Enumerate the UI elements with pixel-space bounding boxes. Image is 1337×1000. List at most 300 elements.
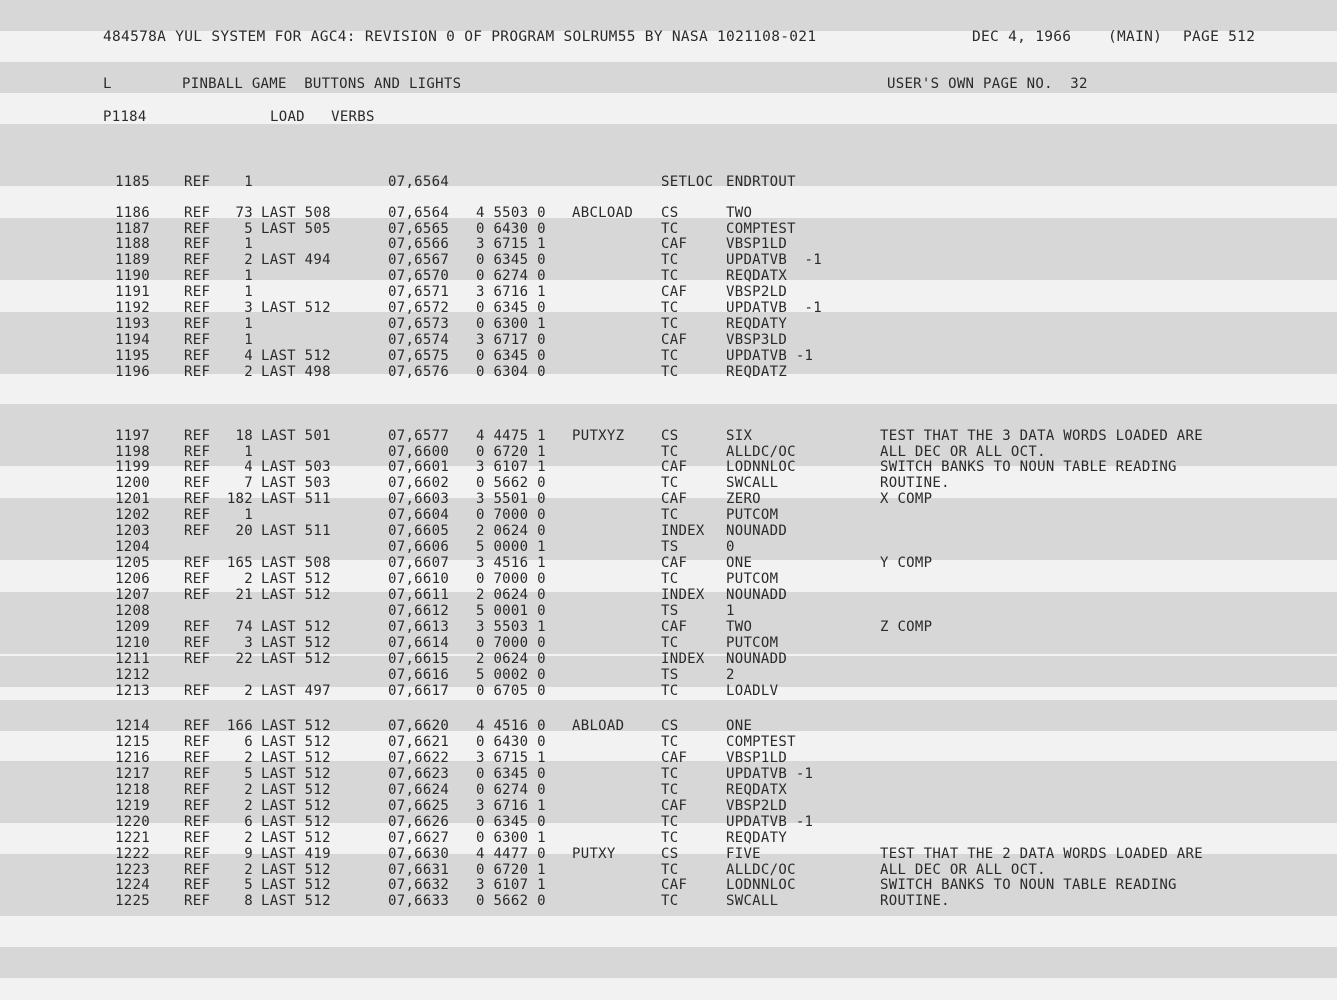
row-line: 1207 — [115, 587, 150, 603]
row-code: 3 6716 1 — [476, 284, 546, 300]
row-last: LAST 512 — [261, 300, 331, 316]
row-operand: VBSP3LD — [726, 332, 788, 348]
row-last: LAST 419 — [261, 846, 331, 862]
row-operand: TWO — [726, 619, 753, 635]
row-cnt: 2 — [244, 798, 253, 814]
row-line: 1204 — [115, 539, 150, 555]
row-code: 0 5662 0 — [476, 893, 546, 909]
paper-band — [0, 947, 1337, 978]
row-cnt: 3 — [244, 635, 253, 651]
row-op: CAF — [661, 877, 688, 893]
row-line: 1214 — [115, 718, 150, 734]
row-code: 3 4516 1 — [476, 555, 546, 571]
row-code: 3 6717 0 — [476, 332, 546, 348]
row-line: 1211 — [115, 651, 150, 667]
row-op: CAF — [661, 284, 688, 300]
row-ref: REF — [184, 893, 211, 909]
row-op: CAF — [661, 750, 688, 766]
row-addr: 07,6600 — [388, 444, 450, 460]
row-line: 1209 — [115, 619, 150, 635]
paper-band — [0, 124, 1337, 155]
row-last: LAST 512 — [261, 766, 331, 782]
row-ref: REF — [184, 718, 211, 734]
row-last: LAST 511 — [261, 523, 331, 539]
row-line: 1187 — [115, 221, 150, 237]
row-code: 3 6715 1 — [476, 236, 546, 252]
row-cnt: 8 — [244, 893, 253, 909]
row-ref: REF — [184, 236, 211, 252]
row-addr: 07,6605 — [388, 523, 450, 539]
row-addr: 07,6567 — [388, 252, 450, 268]
subsection-id: P1184 — [103, 109, 147, 125]
row-op: SETLOC — [661, 174, 714, 190]
row-code: 0 6705 0 — [476, 683, 546, 699]
row-operand: COMPTEST — [726, 734, 796, 750]
row-cnt: 1 — [244, 236, 253, 252]
row-cnt: 165 — [226, 555, 253, 571]
row-ref: REF — [184, 587, 211, 603]
row-addr: 07,6622 — [388, 750, 450, 766]
row-line: 1185 — [115, 174, 150, 190]
row-op: TC — [661, 782, 679, 798]
row-comment: SWITCH BANKS TO NOUN TABLE READING — [880, 459, 1177, 475]
row-ref: REF — [184, 284, 211, 300]
row-ref: REF — [184, 205, 211, 221]
row-ref: REF — [184, 221, 211, 237]
row-addr: 07,6625 — [388, 798, 450, 814]
row-cnt: 74 — [235, 619, 253, 635]
row-line: 1192 — [115, 300, 150, 316]
row-addr: 07,6573 — [388, 316, 450, 332]
row-last: LAST 512 — [261, 862, 331, 878]
row-op: TC — [661, 444, 679, 460]
row-op: TC — [661, 300, 679, 316]
row-op: TC — [661, 635, 679, 651]
row-cnt: 73 — [235, 205, 253, 221]
row-operand: PUTCOM — [726, 507, 779, 523]
row-op: TC — [661, 221, 679, 237]
row-operand: REQDATY — [726, 316, 788, 332]
row-operand: UPDATVB -1 — [726, 300, 823, 316]
row-cnt: 1 — [244, 174, 253, 190]
row-operand: UPDATVB -1 — [726, 348, 814, 364]
row-cnt: 2 — [244, 862, 253, 878]
row-op: TS — [661, 667, 679, 683]
row-op: CAF — [661, 619, 688, 635]
row-addr: 07,6610 — [388, 571, 450, 587]
row-addr: 07,6572 — [388, 300, 450, 316]
row-code: 5 0001 0 — [476, 603, 546, 619]
row-cnt: 5 — [244, 877, 253, 893]
row-code: 4 5503 0 — [476, 205, 546, 221]
row-line: 1201 — [115, 491, 150, 507]
row-op: TC — [661, 252, 679, 268]
row-last: LAST 512 — [261, 814, 331, 830]
row-line: 1197 — [115, 428, 150, 444]
row-code: 0 5662 0 — [476, 475, 546, 491]
row-last: LAST 512 — [261, 619, 331, 635]
row-code: 0 6720 1 — [476, 862, 546, 878]
row-cnt: 3 — [244, 300, 253, 316]
row-addr: 07,6604 — [388, 507, 450, 523]
row-last: LAST 508 — [261, 555, 331, 571]
row-cnt: 2 — [244, 750, 253, 766]
row-addr: 07,6621 — [388, 734, 450, 750]
row-cnt: 20 — [235, 523, 253, 539]
row-ref: REF — [184, 300, 211, 316]
row-addr: 07,6624 — [388, 782, 450, 798]
row-last: LAST 512 — [261, 782, 331, 798]
row-ref: REF — [184, 332, 211, 348]
row-addr: 07,6611 — [388, 587, 450, 603]
row-line: 1202 — [115, 507, 150, 523]
row-code: 2 0624 0 — [476, 651, 546, 667]
row-last: LAST 512 — [261, 651, 331, 667]
row-op: INDEX — [661, 587, 705, 603]
row-addr: 07,6570 — [388, 268, 450, 284]
row-label: PUTXY — [572, 846, 616, 862]
row-code: 5 0002 0 — [476, 667, 546, 683]
row-cnt: 166 — [226, 718, 253, 734]
printout-main-marker: (MAIN) — [1108, 29, 1163, 45]
row-cnt: 5 — [244, 766, 253, 782]
row-code: 3 5501 0 — [476, 491, 546, 507]
row-code: 0 6345 0 — [476, 814, 546, 830]
row-addr: 07,6607 — [388, 555, 450, 571]
subsection-title: LOAD VERBS — [270, 109, 375, 125]
row-code: 2 0624 0 — [476, 587, 546, 603]
row-op: TC — [661, 814, 679, 830]
row-ref: REF — [184, 814, 211, 830]
row-addr: 07,6626 — [388, 814, 450, 830]
row-code: 0 6300 1 — [476, 830, 546, 846]
row-addr: 07,6617 — [388, 683, 450, 699]
row-last: LAST 501 — [261, 428, 331, 444]
row-line: 1216 — [115, 750, 150, 766]
row-comment: Z COMP — [880, 619, 933, 635]
row-operand: 0 — [726, 539, 735, 555]
users-page-number: USER'S OWN PAGE NO. 32 — [887, 76, 1088, 92]
row-op: TC — [661, 316, 679, 332]
row-op: CAF — [661, 555, 688, 571]
row-op: CAF — [661, 491, 688, 507]
row-code: 0 6274 0 — [476, 268, 546, 284]
row-operand: UPDATVB -1 — [726, 252, 823, 268]
row-operand: 2 — [726, 667, 735, 683]
row-code: 0 7000 0 — [476, 571, 546, 587]
row-last: LAST 494 — [261, 252, 331, 268]
row-operand: PUTCOM — [726, 571, 779, 587]
row-ref: REF — [184, 830, 211, 846]
row-addr: 07,6632 — [388, 877, 450, 893]
row-ref: REF — [184, 683, 211, 699]
row-ref: REF — [184, 491, 211, 507]
row-line: 1196 — [115, 364, 150, 380]
row-operand: VBSP2LD — [726, 798, 788, 814]
row-last: LAST 512 — [261, 635, 331, 651]
row-ref: REF — [184, 571, 211, 587]
row-ref: REF — [184, 428, 211, 444]
row-line: 1208 — [115, 603, 150, 619]
row-cnt: 21 — [235, 587, 253, 603]
row-line: 1212 — [115, 667, 150, 683]
row-operand: ALLDC/OC — [726, 444, 796, 460]
row-comment: ALL DEC OR ALL OCT. — [880, 444, 1046, 460]
row-code: 0 7000 0 — [476, 635, 546, 651]
row-ref: REF — [184, 846, 211, 862]
row-ref: REF — [184, 459, 211, 475]
row-code: 0 6430 0 — [476, 221, 546, 237]
row-comment: TEST THAT THE 2 DATA WORDS LOADED ARE — [880, 846, 1203, 862]
row-op: TC — [661, 475, 679, 491]
row-op: CS — [661, 428, 679, 444]
row-cnt: 1 — [244, 316, 253, 332]
row-code: 0 6430 0 — [476, 734, 546, 750]
row-last: LAST 497 — [261, 683, 331, 699]
row-operand: NOUNADD — [726, 651, 788, 667]
row-operand: COMPTEST — [726, 221, 796, 237]
row-cnt: 4 — [244, 459, 253, 475]
row-operand: TWO — [726, 205, 753, 221]
row-op: TC — [661, 893, 679, 909]
row-op: CS — [661, 205, 679, 221]
row-operand: PUTCOM — [726, 635, 779, 651]
row-op: TC — [661, 507, 679, 523]
row-label: PUTXYZ — [572, 428, 625, 444]
row-operand: UPDATVB -1 — [726, 766, 814, 782]
row-addr: 07,6615 — [388, 651, 450, 667]
row-ref: REF — [184, 782, 211, 798]
row-addr: 07,6571 — [388, 284, 450, 300]
row-ref: REF — [184, 750, 211, 766]
row-ref: REF — [184, 523, 211, 539]
row-addr: 07,6601 — [388, 459, 450, 475]
row-op: TC — [661, 348, 679, 364]
row-addr: 07,6576 — [388, 364, 450, 380]
printout-title: 484578A YUL SYSTEM FOR AGC4: REVISION 0 OF PROGRAM SOLRUM55 BY NASA 1021108-021 — [103, 29, 817, 45]
row-line: 1205 — [115, 555, 150, 571]
row-ref: REF — [184, 174, 211, 190]
row-last: LAST 512 — [261, 893, 331, 909]
row-last: LAST 512 — [261, 798, 331, 814]
row-code: 0 6274 0 — [476, 782, 546, 798]
row-line: 1223 — [115, 862, 150, 878]
row-cnt: 1 — [244, 444, 253, 460]
row-code: 3 5503 1 — [476, 619, 546, 635]
row-operand: UPDATVB -1 — [726, 814, 814, 830]
row-code: 5 0000 1 — [476, 539, 546, 555]
row-op: CS — [661, 718, 679, 734]
row-last: LAST 512 — [261, 718, 331, 734]
row-ref: REF — [184, 268, 211, 284]
row-addr: 07,6602 — [388, 475, 450, 491]
row-line: 1210 — [115, 635, 150, 651]
row-comment: ROUTINE. — [880, 475, 950, 491]
row-comment: ALL DEC OR ALL OCT. — [880, 862, 1046, 878]
row-ref: REF — [184, 507, 211, 523]
row-ref: REF — [184, 348, 211, 364]
row-line: 1206 — [115, 571, 150, 587]
row-code: 0 6304 0 — [476, 364, 546, 380]
row-op: CS — [661, 846, 679, 862]
row-ref: REF — [184, 316, 211, 332]
row-line: 1221 — [115, 830, 150, 846]
row-line: 1198 — [115, 444, 150, 460]
row-addr: 07,6564 — [388, 174, 450, 190]
row-operand: LODNNLOC — [726, 459, 796, 475]
row-comment: TEST THAT THE 3 DATA WORDS LOADED ARE — [880, 428, 1203, 444]
row-op: TS — [661, 539, 679, 555]
row-addr: 07,6612 — [388, 603, 450, 619]
row-cnt: 182 — [226, 491, 253, 507]
row-code: 0 6345 0 — [476, 300, 546, 316]
row-operand: REQDATZ — [726, 364, 788, 380]
row-label: ABCLOAD — [572, 205, 634, 221]
row-line: 1188 — [115, 236, 150, 252]
row-cnt: 4 — [244, 348, 253, 364]
row-addr: 07,6614 — [388, 635, 450, 651]
row-last: LAST 498 — [261, 364, 331, 380]
row-line: 1217 — [115, 766, 150, 782]
row-addr: 07,6565 — [388, 221, 450, 237]
row-ref: REF — [184, 877, 211, 893]
row-op: TC — [661, 734, 679, 750]
row-op: TC — [661, 268, 679, 284]
row-line: 1199 — [115, 459, 150, 475]
row-operand: LOADLV — [726, 683, 779, 699]
row-last: LAST 511 — [261, 491, 331, 507]
row-operand: 1 — [726, 603, 735, 619]
row-ref: REF — [184, 651, 211, 667]
row-cnt: 22 — [235, 651, 253, 667]
row-addr: 07,6623 — [388, 766, 450, 782]
row-addr: 07,6575 — [388, 348, 450, 364]
row-line: 1218 — [115, 782, 150, 798]
row-comment: Y COMP — [880, 555, 933, 571]
row-ref: REF — [184, 862, 211, 878]
printout-page-number: PAGE 512 — [1183, 29, 1256, 45]
row-cnt: 18 — [235, 428, 253, 444]
row-op: INDEX — [661, 651, 705, 667]
printout-date: DEC 4, 1966 — [972, 29, 1072, 45]
row-last: LAST 512 — [261, 348, 331, 364]
row-last: LAST 503 — [261, 475, 331, 491]
row-ref: REF — [184, 734, 211, 750]
row-line: 1191 — [115, 284, 150, 300]
row-line: 1190 — [115, 268, 150, 284]
row-label: ABLOAD — [572, 718, 625, 734]
row-line: 1193 — [115, 316, 150, 332]
row-op: CAF — [661, 236, 688, 252]
row-cnt: 1 — [244, 332, 253, 348]
row-line: 1220 — [115, 814, 150, 830]
row-code: 0 6345 0 — [476, 348, 546, 364]
row-cnt: 7 — [244, 475, 253, 491]
row-operand: LODNNLOC — [726, 877, 796, 893]
row-code: 4 4477 0 — [476, 846, 546, 862]
row-last: LAST 512 — [261, 734, 331, 750]
row-addr: 07,6574 — [388, 332, 450, 348]
row-operand: VBSP1LD — [726, 236, 788, 252]
row-addr: 07,6566 — [388, 236, 450, 252]
row-op: TC — [661, 364, 679, 380]
row-cnt: 5 — [244, 221, 253, 237]
row-ref: REF — [184, 798, 211, 814]
row-code: 3 6107 1 — [476, 877, 546, 893]
row-ref: REF — [184, 766, 211, 782]
row-op: TS — [661, 603, 679, 619]
row-cnt: 2 — [244, 782, 253, 798]
l-marker: L — [103, 76, 112, 92]
row-line: 1200 — [115, 475, 150, 491]
row-cnt: 6 — [244, 814, 253, 830]
row-operand: ONE — [726, 555, 753, 571]
row-ref: REF — [184, 555, 211, 571]
row-code: 0 7000 0 — [476, 507, 546, 523]
row-op: CAF — [661, 798, 688, 814]
row-op: CAF — [661, 332, 688, 348]
row-cnt: 2 — [244, 571, 253, 587]
row-line: 1186 — [115, 205, 150, 221]
row-operand: VBSP1LD — [726, 750, 788, 766]
row-addr: 07,6577 — [388, 428, 450, 444]
row-operand: VBSP2LD — [726, 284, 788, 300]
row-code: 0 6345 0 — [476, 766, 546, 782]
row-ref: REF — [184, 364, 211, 380]
row-last: LAST 505 — [261, 221, 331, 237]
row-operand: REQDATX — [726, 268, 788, 284]
row-line: 1194 — [115, 332, 150, 348]
row-op: TC — [661, 571, 679, 587]
row-comment: ROUTINE. — [880, 893, 950, 909]
paper-band — [0, 0, 1337, 31]
row-cnt: 1 — [244, 268, 253, 284]
row-ref: REF — [184, 475, 211, 491]
row-code: 3 6107 1 — [476, 459, 546, 475]
row-line: 1219 — [115, 798, 150, 814]
row-line: 1215 — [115, 734, 150, 750]
row-operand: NOUNADD — [726, 587, 788, 603]
row-code: 4 4475 1 — [476, 428, 546, 444]
section-title: PINBALL GAME BUTTONS AND LIGHTS — [182, 76, 462, 92]
row-cnt: 2 — [244, 364, 253, 380]
row-code: 0 6300 1 — [476, 316, 546, 332]
row-line: 1213 — [115, 683, 150, 699]
row-addr: 07,6627 — [388, 830, 450, 846]
row-operand: ZERO — [726, 491, 761, 507]
row-cnt: 9 — [244, 846, 253, 862]
row-operand: SIX — [726, 428, 753, 444]
row-cnt: 2 — [244, 683, 253, 699]
row-addr: 07,6616 — [388, 667, 450, 683]
row-op: INDEX — [661, 523, 705, 539]
row-last: LAST 503 — [261, 459, 331, 475]
row-comment: SWITCH BANKS TO NOUN TABLE READING — [880, 877, 1177, 893]
row-cnt: 2 — [244, 252, 253, 268]
row-op: TC — [661, 862, 679, 878]
row-last: LAST 512 — [261, 877, 331, 893]
row-cnt: 2 — [244, 830, 253, 846]
row-line: 1195 — [115, 348, 150, 364]
row-line: 1189 — [115, 252, 150, 268]
row-operand: REQDATY — [726, 830, 788, 846]
row-ref: REF — [184, 444, 211, 460]
row-last: LAST 508 — [261, 205, 331, 221]
row-line: 1222 — [115, 846, 150, 862]
row-last: LAST 512 — [261, 571, 331, 587]
row-addr: 07,6603 — [388, 491, 450, 507]
row-addr: 07,6620 — [388, 718, 450, 734]
